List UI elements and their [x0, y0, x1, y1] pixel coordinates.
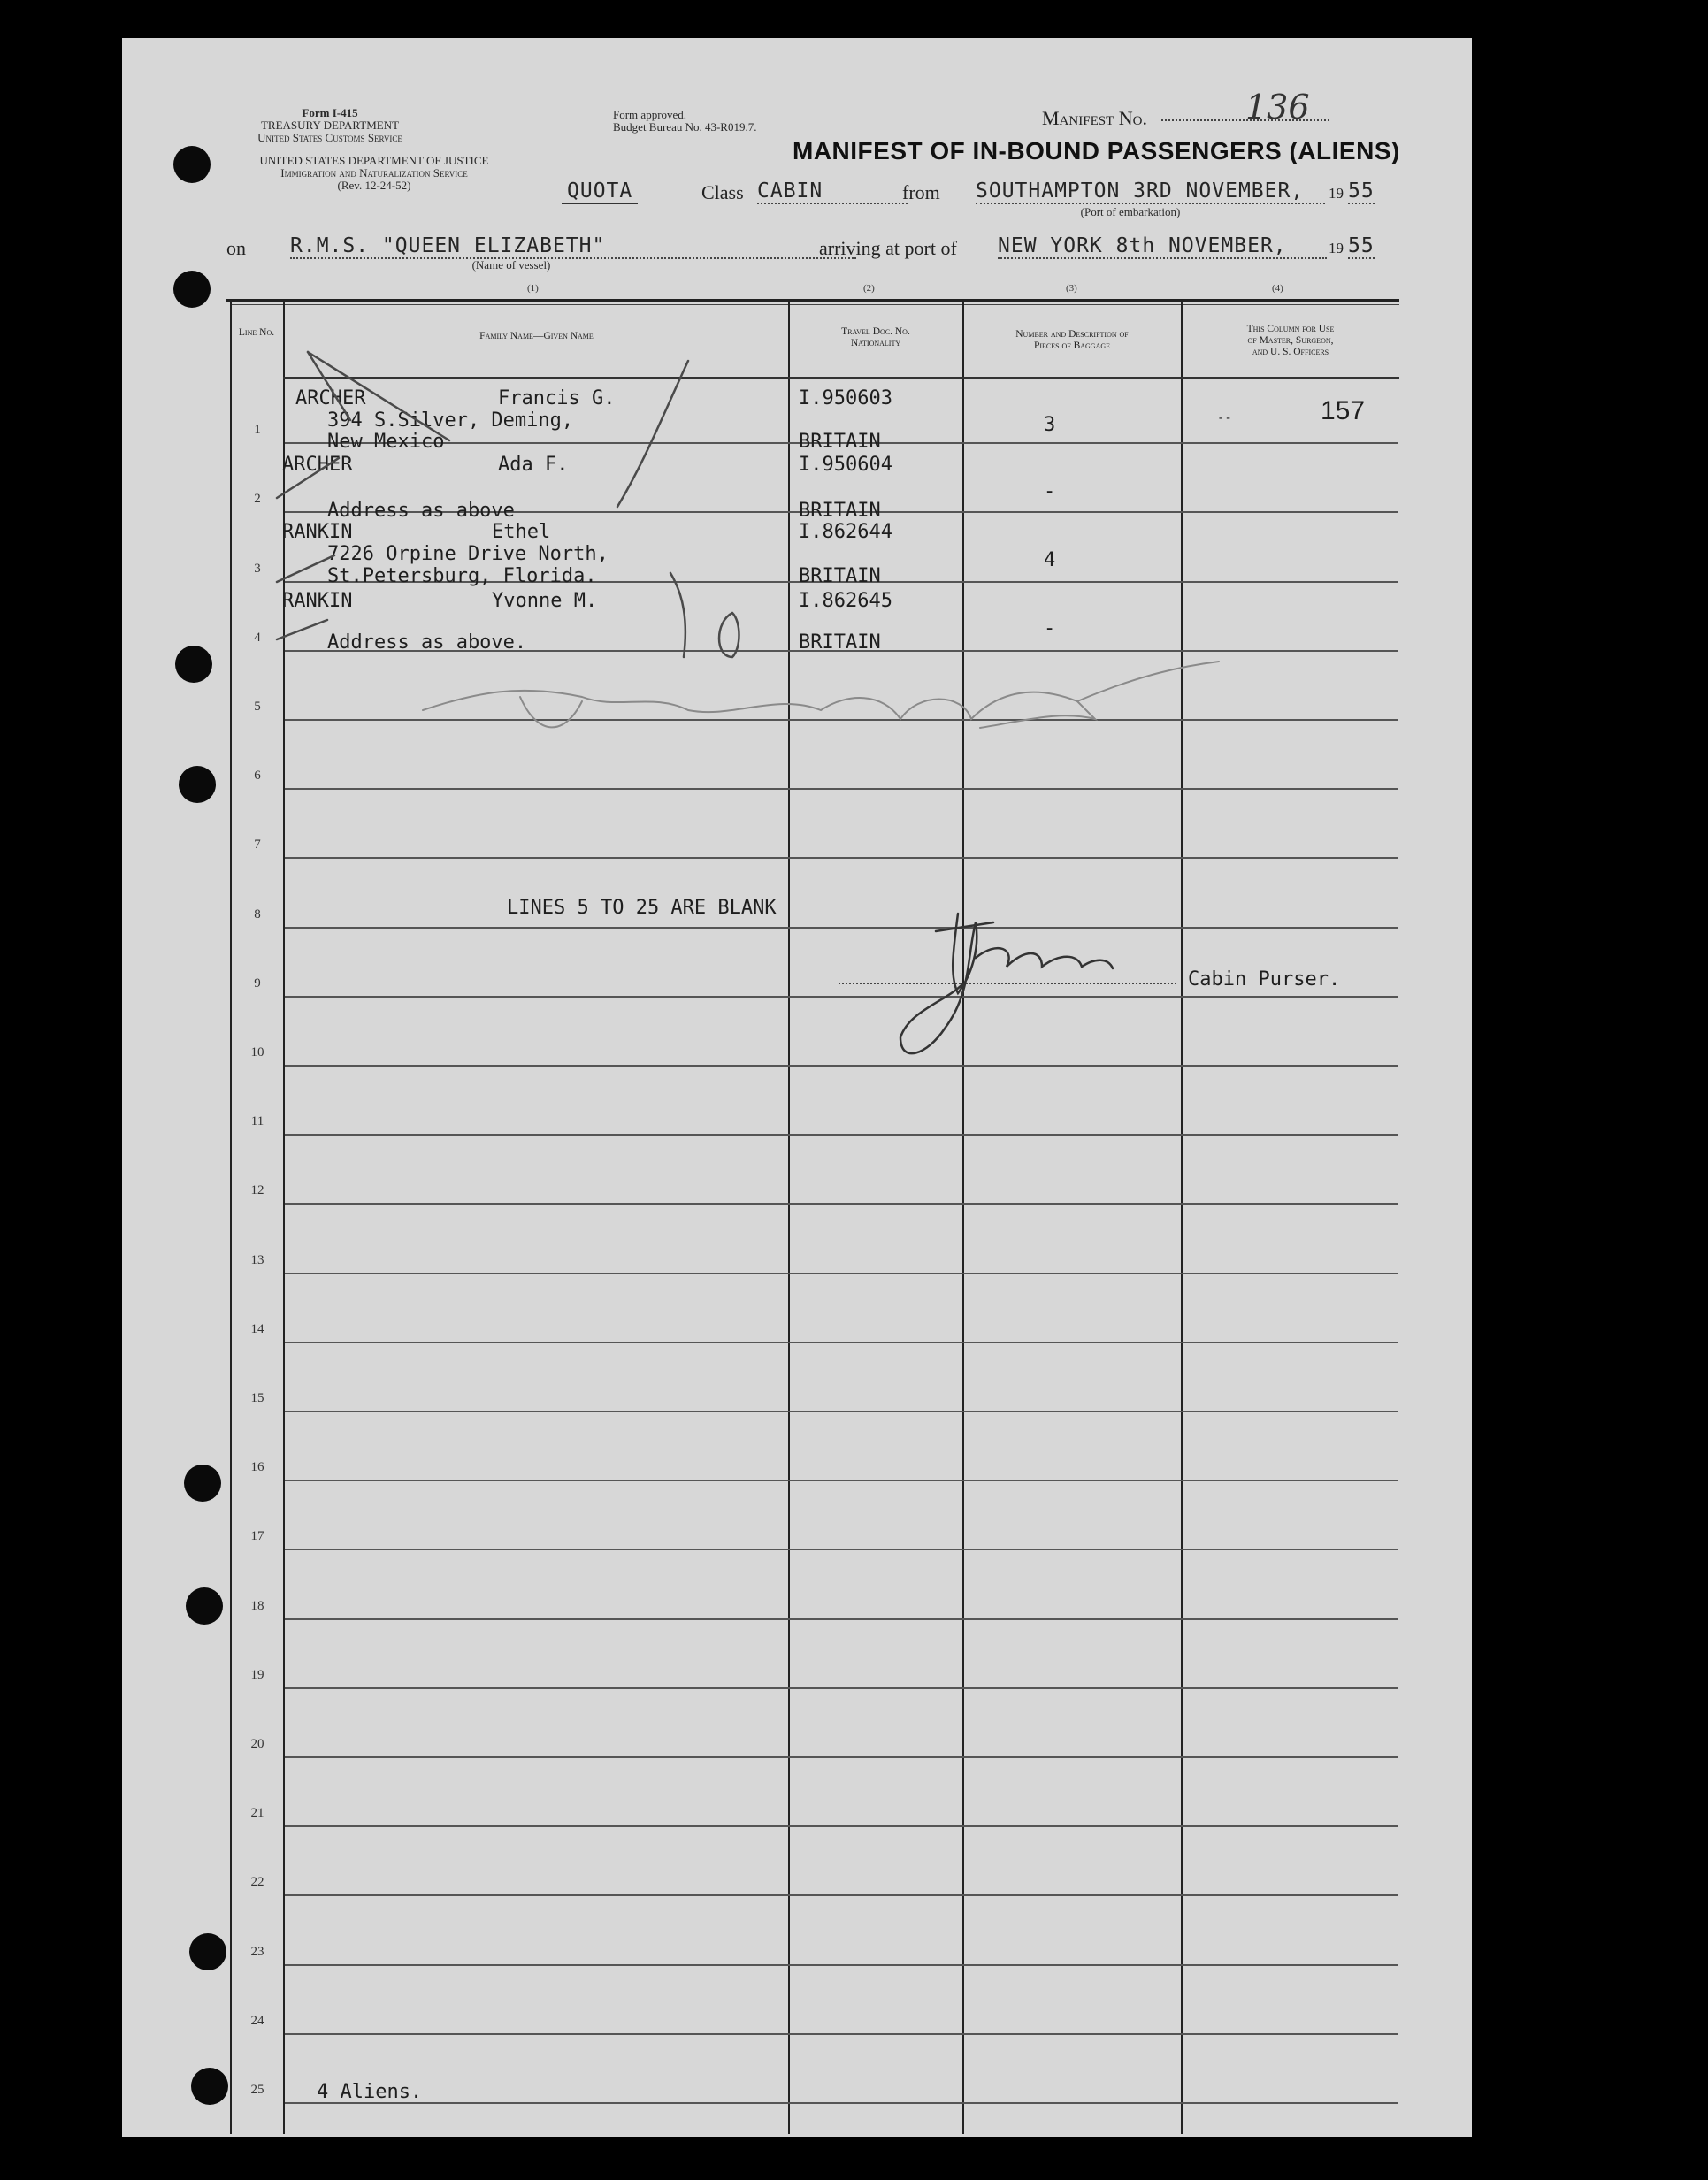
column-number-4: (4) — [1272, 283, 1283, 294]
column-number-1: (1) — [527, 283, 539, 294]
vessel-caption: (Name of vessel) — [471, 258, 551, 272]
check-mark-stroke — [308, 352, 449, 440]
row-number: 4 — [254, 630, 261, 645]
passenger-travel-doc: I.950603 — [799, 387, 892, 409]
row-number: 1 — [254, 423, 261, 438]
doj-title: UNITED STATES DEPARTMENT OF JUSTICE — [259, 154, 489, 167]
officer-mark: -- — [1217, 411, 1232, 425]
row-number: 3 — [254, 561, 261, 576]
row-number: 18 — [250, 1598, 264, 1613]
check-mark-stroke — [277, 458, 339, 498]
passenger-baggage: 3 — [1044, 414, 1056, 436]
revision-date: (Rev. 12-24-52) — [337, 179, 411, 192]
on-label: on — [226, 237, 246, 259]
row-number: 21 — [250, 1806, 264, 1821]
from-label: from — [902, 181, 940, 203]
passenger-officer-number: 157 — [1321, 396, 1366, 425]
punch-hole — [173, 146, 211, 183]
passenger-family-name: ARCHER — [295, 387, 366, 409]
row-number: 5 — [254, 700, 261, 714]
inspector-signature — [520, 697, 582, 727]
passenger-family-name: RANKIN — [282, 590, 353, 612]
bracket-mark — [670, 573, 685, 657]
quota-value: QUOTA — [562, 180, 638, 204]
travel-doc-header-line1: Travel Doc. No. — [841, 326, 910, 337]
officers-header-line3: and U. S. Officers — [1252, 347, 1329, 357]
column-number-3: (3) — [1066, 283, 1077, 294]
arriving-label: arriving at port of — [819, 237, 957, 259]
passenger-baggage: - — [1044, 480, 1056, 502]
row-number: 12 — [250, 1183, 264, 1198]
row-number: 22 — [250, 1875, 264, 1890]
class-label: Class — [701, 181, 744, 203]
passenger-baggage: 4 — [1044, 549, 1056, 571]
page-title: MANIFEST OF IN-BOUND PASSENGERS (ALIENS) — [793, 137, 1400, 164]
purser-signature — [900, 914, 977, 1053]
form-number: Form I-415 — [302, 106, 358, 119]
passenger-address-line2: New Mexico — [327, 431, 445, 453]
row-number: 10 — [250, 1045, 264, 1059]
class-value: CABIN — [757, 180, 908, 204]
row-number: 17 — [250, 1529, 264, 1544]
passenger-given-name: Ada F. — [498, 454, 569, 476]
officers-header-line1: This Column for Use — [1246, 324, 1335, 334]
ins-title: Immigration and Naturalization Service — [280, 166, 468, 180]
column-number-2: (2) — [863, 283, 875, 294]
manifest-page — [122, 38, 1472, 2137]
from-year-prefix: 19 — [1329, 185, 1344, 202]
purser-signature — [936, 922, 993, 931]
row-number: 7 — [254, 838, 261, 853]
passenger-given-name: Francis G. — [498, 387, 616, 409]
row-number: 2 — [254, 492, 261, 507]
passenger-travel-doc: I.862644 — [799, 521, 892, 543]
row-number: 8 — [254, 906, 261, 922]
row-number: 19 — [250, 1667, 264, 1682]
row-number: 24 — [250, 2013, 264, 2028]
manifest-number-handwritten: 136 — [1245, 88, 1310, 126]
from-year: 55 — [1348, 180, 1375, 203]
passenger-address-line1: 7226 Orpine Drive North, — [327, 543, 609, 565]
passenger-family-name: ARCHER — [282, 454, 353, 476]
passenger-travel-doc: I.950604 — [799, 454, 892, 476]
row-number: 25 — [250, 2083, 264, 2097]
handwritten-marks — [122, 38, 1472, 2137]
blank-lines-note: LINES 5 TO 25 ARE BLANK — [507, 897, 777, 919]
vessel-name: R.M.S. "QUEEN ELIZABETH" — [290, 234, 856, 259]
line-no-header: Line No. — [238, 327, 275, 338]
treasury-department: TREASURY DEPARTMENT — [260, 119, 400, 132]
check-mark-stroke — [617, 361, 688, 507]
passenger-family-name: RANKIN — [282, 521, 353, 543]
punch-hole — [179, 766, 216, 803]
row-number: 11 — [250, 1114, 264, 1129]
arriving-value: NEW YORK 8th NOVEMBER, — [998, 234, 1327, 259]
passenger-baggage: - — [1044, 617, 1056, 639]
arriving-year: 55 — [1348, 234, 1375, 257]
officers-header-line2: of Master, Surgeon, — [1247, 335, 1334, 346]
passenger-given-name: Ethel — [492, 521, 551, 543]
approval-line: Form approved. — [613, 108, 687, 121]
bracket-mark — [719, 613, 739, 657]
baggage-header-line2: Pieces of Baggage — [1033, 340, 1111, 351]
budget-bureau-line: Budget Bureau No. 43-R019.7. — [613, 120, 757, 134]
passenger-address-line1: 394 S.Silver, Deming, — [327, 409, 574, 432]
from-value: SOUTHAMPTON 3RD NOVEMBER, — [976, 180, 1325, 204]
punch-hole — [191, 2068, 228, 2105]
purser-signature — [976, 948, 1113, 968]
check-mark-stroke — [277, 620, 327, 639]
passenger-given-name: Yvonne M. — [492, 590, 598, 612]
punch-hole — [175, 646, 212, 683]
punch-hole — [186, 1587, 223, 1625]
aliens-count-note: 4 Aliens. — [317, 2081, 423, 2103]
row-number: 15 — [250, 1391, 264, 1405]
row-number: 16 — [250, 1460, 264, 1475]
baggage-header-line1: Number and Description of — [1015, 329, 1129, 340]
punch-hole — [173, 271, 211, 308]
row-number: 6 — [254, 769, 261, 784]
name-header: Family Name—Given Name — [479, 331, 594, 341]
row-number: 13 — [250, 1252, 264, 1267]
row-number: 14 — [250, 1321, 264, 1336]
check-mark-stroke — [308, 352, 350, 420]
purser-title: Cabin Purser. — [1188, 968, 1341, 991]
port-caption: (Port of embarkation) — [1080, 205, 1181, 218]
row-number: 20 — [250, 1737, 264, 1751]
customs-service: United States Customs Service — [257, 131, 402, 144]
check-mark-stroke — [277, 555, 334, 582]
row-number: 23 — [250, 1944, 264, 1959]
arriving-year-prefix: 19 — [1329, 240, 1344, 256]
passenger-nationality: BRITAIN — [799, 565, 881, 587]
passenger-nationality: BRITAIN — [799, 631, 881, 654]
punch-hole — [189, 1933, 226, 1970]
manifest-number-label: Manifest No. — [1042, 107, 1147, 129]
punch-hole — [184, 1465, 221, 1502]
inspector-signature — [1077, 662, 1219, 701]
passenger-address-line2: Address as above — [327, 500, 515, 522]
passenger-address-line2: St.Petersburg, Florida. — [327, 565, 597, 587]
passenger-address-line2: Address as above. — [327, 631, 527, 654]
inspector-signature — [423, 691, 1095, 728]
passenger-nationality: BRITAIN — [799, 431, 881, 453]
passenger-nationality: BRITAIN — [799, 500, 881, 522]
row-number: 9 — [254, 975, 261, 991]
travel-doc-header-line2: Nationality — [850, 338, 901, 348]
passenger-travel-doc: I.862645 — [799, 590, 892, 612]
